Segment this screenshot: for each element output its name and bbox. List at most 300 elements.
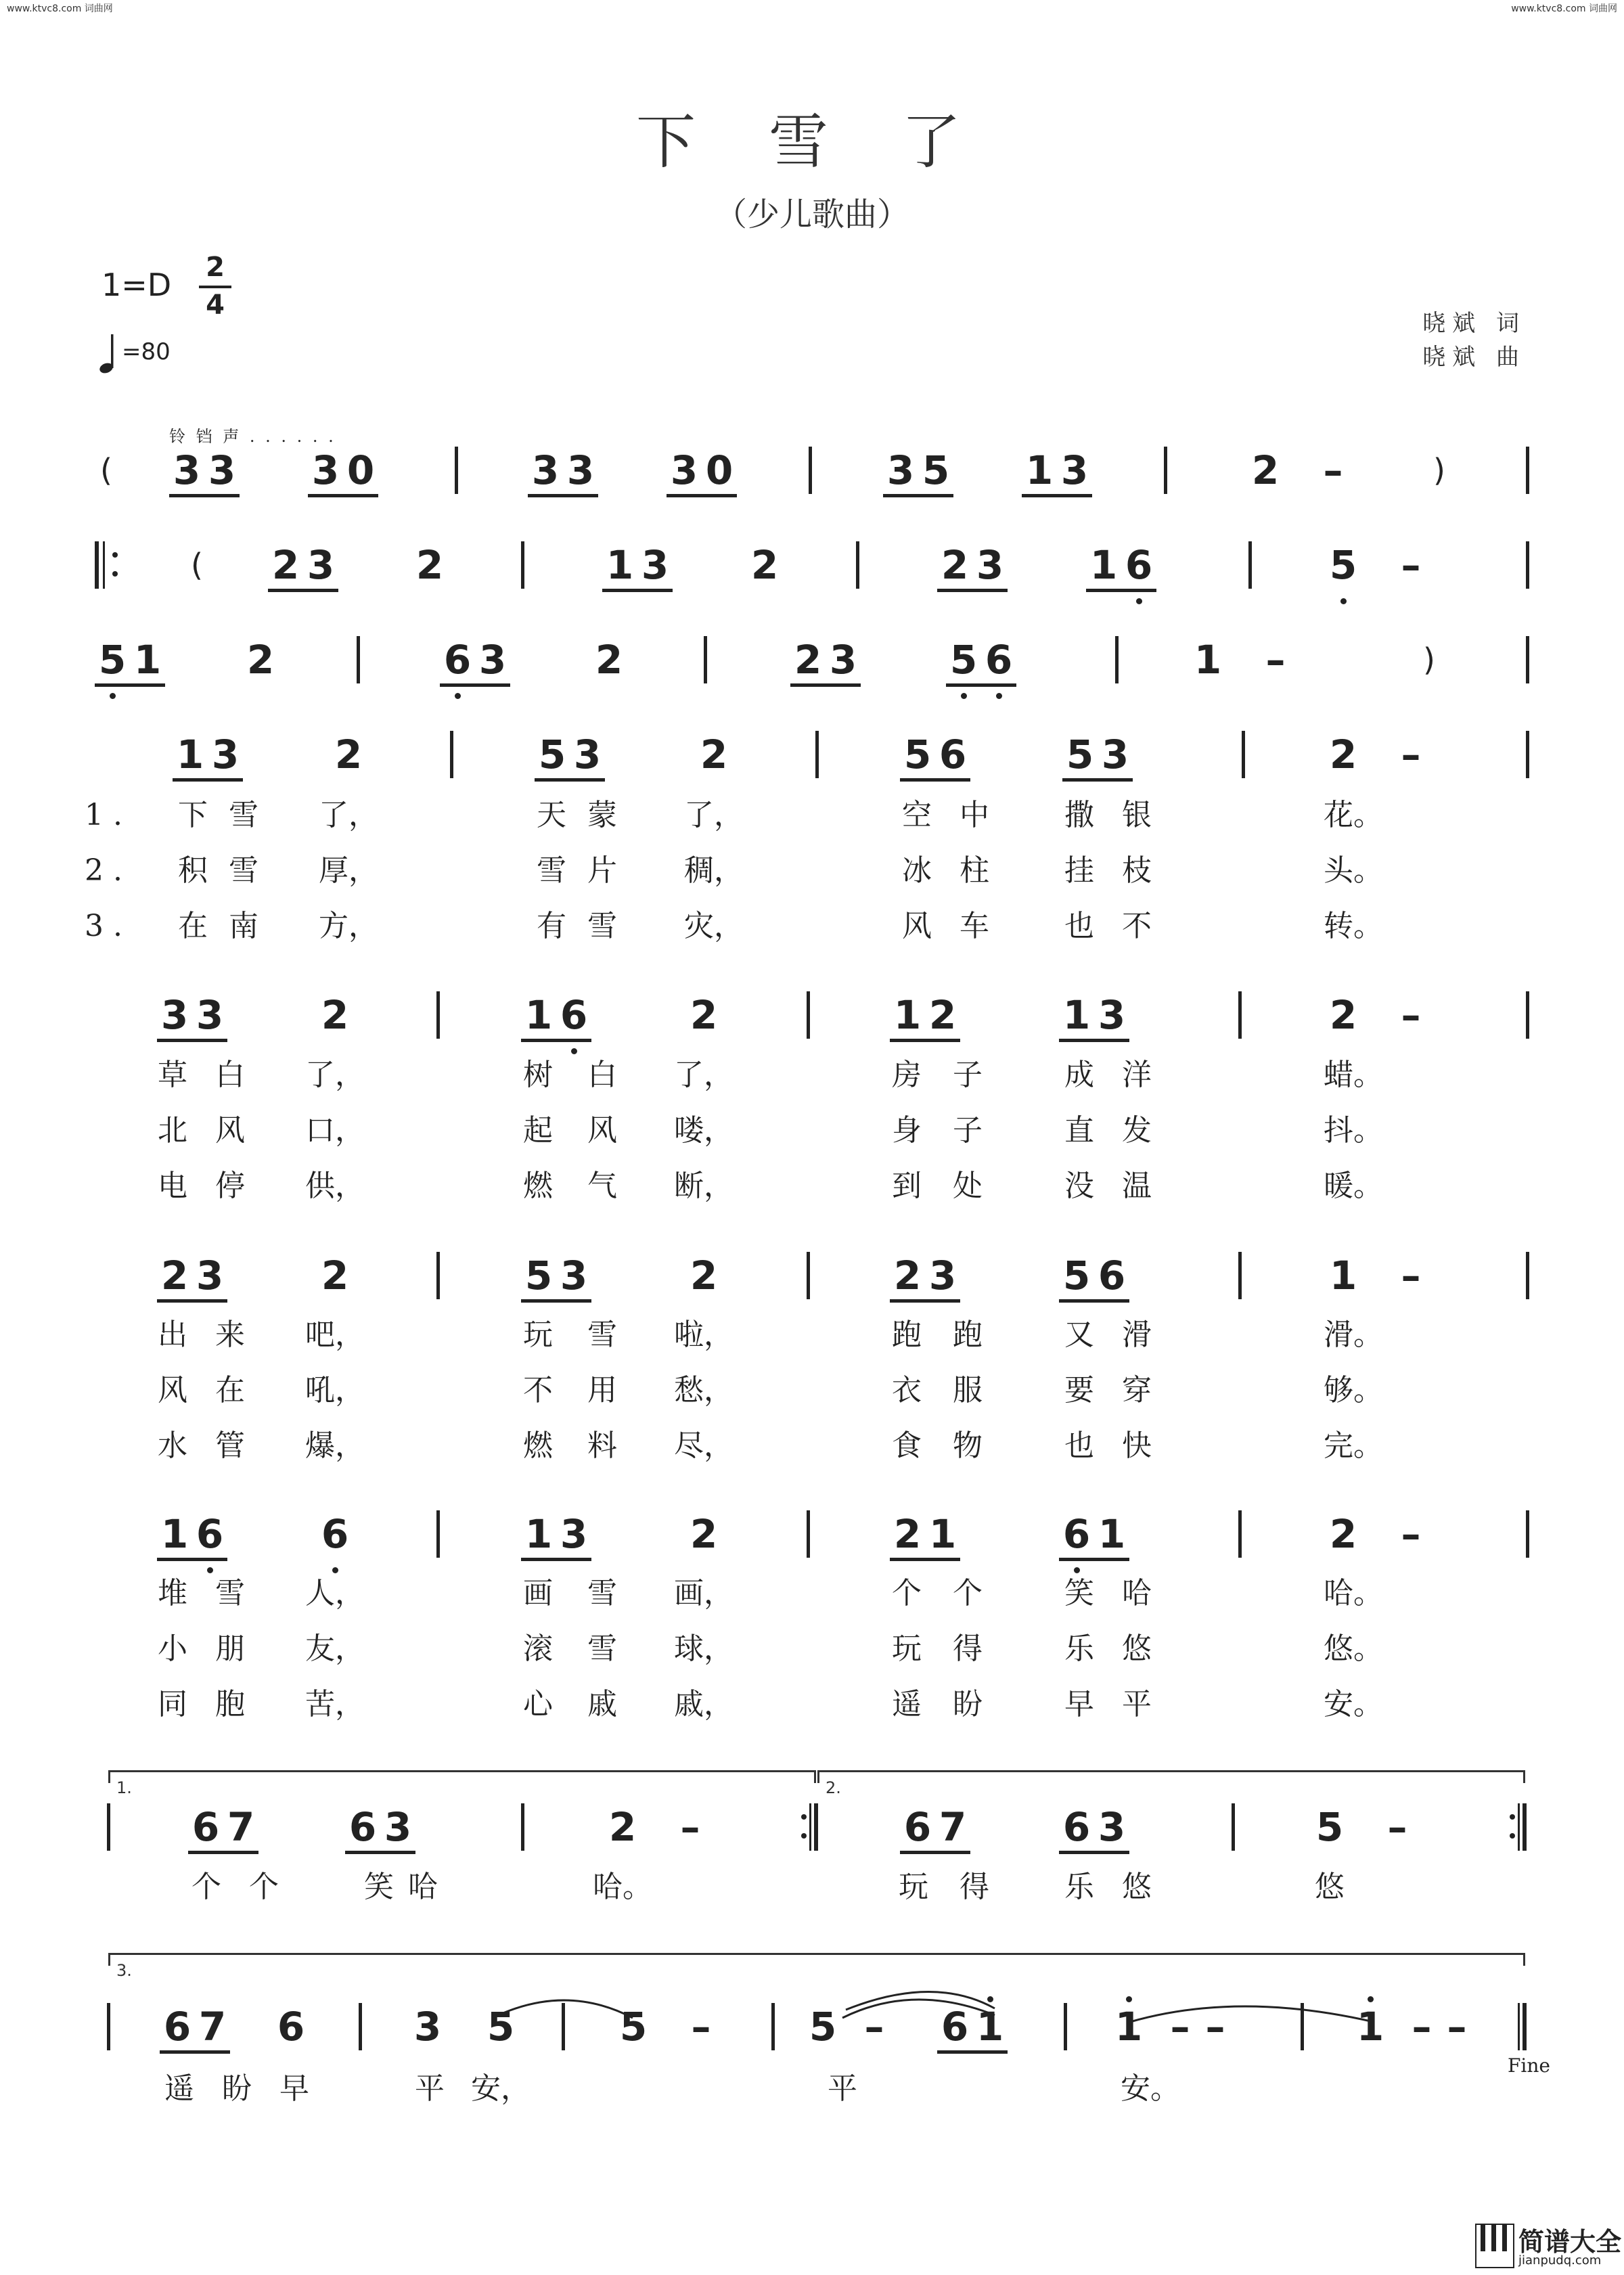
beam-underline: [521, 1039, 591, 1042]
lyric-syllable: 雪: [215, 1576, 245, 1610]
lyric-syllable: 了，: [674, 1058, 734, 1092]
lyric-syllable: 管: [215, 1428, 245, 1463]
score-note: 6: [1121, 541, 1156, 589]
lyric-syllable: 画，: [674, 1576, 734, 1610]
score-note: 2: [690, 992, 718, 1038]
ending-label-1: 1.: [116, 1778, 132, 1797]
score-note: 1: [1025, 447, 1054, 493]
note-group: [95, 636, 165, 717]
note-group: [440, 636, 510, 717]
lyric-syllable: 又: [1064, 1317, 1094, 1352]
score-note: 2: [750, 542, 779, 588]
note-group: [790, 636, 861, 717]
score-note: 5: [95, 636, 130, 683]
bar-line: [809, 1803, 811, 1851]
lyric-syllable: 蒙: [587, 798, 617, 832]
lyric-syllable: 得: [953, 1631, 983, 1666]
ending-bracket-3: [108, 1953, 1525, 1966]
beam-underline: [157, 1039, 227, 1042]
beam-underline: [157, 1558, 227, 1561]
score-note: 7: [939, 1804, 967, 1850]
beam-underline: [937, 2050, 1008, 2054]
lyric-syllable: 戚，: [674, 1687, 734, 1721]
lyric-syllable: 个: [892, 1576, 922, 1610]
score-note: 6: [301, 1510, 369, 1558]
score-note: 2: [271, 542, 300, 588]
lyric-syllable: 画: [523, 1576, 553, 1610]
lyric-syllable: 物: [953, 1428, 983, 1463]
score-note: –: [1447, 2004, 1467, 2050]
lyric-syllable: 稠，: [684, 853, 744, 888]
header-site-left: www.ktvc8.com 词曲网: [7, 3, 113, 14]
lyric-syllable: 遥: [164, 2071, 194, 2106]
beam-underline: [883, 494, 953, 497]
lyric-syllable: 笑: [1064, 1576, 1094, 1610]
beam-underline: [1086, 589, 1156, 592]
beam-underline: [667, 494, 737, 497]
bar-line: [1518, 2003, 1520, 2050]
octave-dot: [332, 1567, 338, 1573]
beam-underline: [521, 1299, 591, 1303]
score-note: 2: [1329, 992, 1357, 1038]
score-note: –: [864, 2004, 884, 2050]
lyric-syllable: 空: [902, 798, 932, 832]
score-note: 3: [307, 542, 335, 588]
lyric-syllable: 在: [215, 1373, 245, 1407]
lyric-syllable: 跑: [953, 1317, 983, 1352]
score-note: –: [1401, 992, 1421, 1038]
lyric-syllable: 不: [523, 1373, 553, 1407]
score-note: 7: [227, 1804, 255, 1850]
lyric-syllable: 口，: [305, 1113, 365, 1148]
score-note: 2: [595, 637, 623, 683]
beam-underline: [937, 589, 1008, 592]
score-note: 2: [1251, 447, 1280, 493]
note-group: [1022, 447, 1092, 528]
lyric-syllable: 积: [178, 853, 208, 888]
bar-line: [521, 1803, 524, 1851]
score-note: 3: [829, 637, 857, 683]
lyric-syllable: 人，: [305, 1576, 365, 1610]
lyric-syllable: 哈: [1122, 1576, 1152, 1610]
bar-line: [1115, 636, 1119, 683]
bar-line: [359, 2003, 362, 2050]
lyric-syllable: 平: [1122, 1687, 1152, 1721]
score-note: 2: [690, 1511, 718, 1557]
beam-underline: [188, 1851, 258, 1854]
bar-line: [1526, 991, 1529, 1039]
octave-dot: [571, 1048, 577, 1054]
bar-line: [1301, 2003, 1304, 2050]
lyric-syllable: 风: [158, 1373, 187, 1407]
lyric-syllable: 堆: [158, 1576, 187, 1610]
lyric-syllable: 出: [158, 1317, 187, 1352]
note-group: [169, 447, 240, 528]
lyric-syllable: 雪: [587, 1317, 617, 1352]
beam-underline: [95, 683, 165, 687]
score-note: 3: [566, 447, 595, 493]
lyric-syllable: 车: [960, 909, 989, 943]
score-note: 3: [641, 542, 669, 588]
beam-underline: [1022, 494, 1092, 497]
bar-line: [807, 991, 810, 1039]
score-note: 2: [690, 1253, 718, 1299]
lyric-syllable: 食: [892, 1428, 922, 1463]
score-note: 3: [560, 1511, 588, 1557]
score-note: 6: [556, 991, 591, 1039]
score-note: 6: [163, 2004, 191, 2050]
score-note: 7: [198, 2004, 227, 2050]
bar-line: [107, 2003, 110, 2050]
lyric-syllable: 也: [1064, 1428, 1094, 1463]
beam-underline: [890, 1299, 960, 1303]
score-note: 6: [348, 1804, 377, 1850]
lyric-syllable: 天: [537, 798, 566, 832]
bar-line: [1526, 541, 1529, 589]
octave-dot: [1136, 598, 1142, 604]
lyric-syllable: 尽，: [674, 1428, 734, 1463]
octave-dot: [996, 693, 1002, 699]
bar-line: [807, 1252, 810, 1299]
site-logo: [1475, 2221, 1622, 2271]
composer-credit: 晓斌 曲: [1422, 344, 1526, 371]
lyric-syllable: 胞: [215, 1687, 245, 1721]
lyric-syllable: 抖。: [1324, 1113, 1383, 1148]
lyric-syllable: 快: [1122, 1428, 1152, 1463]
lyric-syllable: 中: [960, 798, 989, 832]
lyric-syllable: 暖。: [1324, 1169, 1383, 1203]
beam-underline: [900, 778, 970, 782]
lyric-syllable: 风: [902, 909, 932, 943]
lyric-syllable: 雪: [229, 798, 258, 832]
score-note: 3: [311, 447, 340, 493]
bar-line: [455, 447, 458, 494]
lyric-syllable: 洋: [1122, 1058, 1152, 1092]
lyric-syllable: 戚: [587, 1687, 617, 1721]
beam-underline: [1059, 1851, 1129, 1854]
lyric-syllable: 水: [158, 1428, 187, 1463]
lyric-syllable: 发: [1122, 1113, 1152, 1148]
lyric-syllable: 身: [892, 1113, 922, 1148]
score-note: 2: [928, 992, 957, 1038]
lyric-syllable: 心: [523, 1687, 553, 1721]
bar-line: [807, 1510, 810, 1558]
lyric-syllable: 安，: [471, 2071, 531, 2106]
lyric-syllable: 盼: [953, 1687, 983, 1721]
lyric-syllable: 气: [587, 1169, 617, 1203]
beam-underline: [169, 494, 240, 497]
lyric-syllable: 直: [1064, 1113, 1094, 1148]
lyric-syllable: 断，: [674, 1169, 734, 1203]
bar-line: [814, 1803, 818, 1851]
score-note: 3: [196, 1253, 224, 1299]
lyric-syllable: 南: [229, 909, 258, 943]
score-note: 1: [1095, 2003, 1163, 2050]
octave-dot: [1340, 598, 1347, 604]
lyric-syllable: 悠: [1315, 1870, 1345, 1904]
beam-underline: [1059, 1558, 1129, 1561]
score-note: 2: [794, 637, 822, 683]
piano-keys-icon: [1475, 2224, 1514, 2268]
lyric-syllable: 花。: [1324, 798, 1383, 832]
score-note: 2: [893, 1253, 922, 1299]
score-note: –: [1401, 731, 1421, 778]
lyric-syllable: 悠: [1122, 1870, 1152, 1904]
note-group: [1309, 541, 1445, 623]
lyric-syllable: 玩: [523, 1317, 553, 1352]
ending-label-3: 3.: [116, 1961, 132, 1980]
note-group: [883, 447, 953, 528]
lyric-syllable: 不: [1122, 909, 1152, 943]
bar-line: [1522, 2003, 1527, 2050]
score-note: 5: [1062, 1253, 1091, 1299]
score-note: 2: [334, 731, 363, 778]
score-note: 5: [946, 636, 981, 683]
score-note: 3: [384, 1804, 412, 1850]
repeat-paren: (: [191, 547, 203, 583]
score-note: –: [1401, 1511, 1421, 1557]
score-note: 1: [1329, 1253, 1357, 1299]
score-note: 2: [321, 992, 349, 1038]
bar-line: [1526, 731, 1529, 778]
score-note: 3: [173, 447, 201, 493]
score-note: –: [1323, 447, 1343, 493]
lyric-syllable: 雪: [229, 853, 258, 888]
bar-line: [1164, 447, 1167, 494]
lyric-syllable: 撒: [1064, 798, 1094, 832]
score-note: –: [1170, 2004, 1190, 2050]
lyric-syllable: 有: [537, 909, 566, 943]
beam-underline: [1059, 1299, 1129, 1303]
lyric-syllable: 柱: [960, 853, 989, 888]
score-note: 6: [1098, 1253, 1126, 1299]
lyric-syllable: 滑。: [1324, 1317, 1383, 1352]
lyric-syllable: 喽，: [674, 1113, 734, 1148]
score-note: 6: [1059, 1510, 1094, 1558]
lyric-syllable: 雪: [587, 1631, 617, 1666]
lyric-syllable: 挂: [1064, 853, 1094, 888]
repeat-paren: ): [1433, 452, 1445, 489]
score-note: –: [1401, 542, 1421, 588]
score-note: 5: [487, 2004, 515, 2050]
lyric-syllable: 来: [215, 1317, 245, 1352]
score-note: 6: [277, 2004, 305, 2050]
bar-line: [1248, 541, 1252, 589]
score-note: 6: [191, 1804, 220, 1850]
header-site-right: www.ktvc8.com 词曲网: [1511, 3, 1617, 14]
lyric-syllable: 滑: [1122, 1317, 1152, 1352]
lyric-syllable: 了，: [684, 798, 744, 832]
score-note: 1: [1194, 637, 1222, 683]
beam-underline: [173, 778, 243, 782]
lyric-syllable: 安。: [1121, 2071, 1180, 2106]
beam-underline: [308, 494, 378, 497]
note-group: [600, 2003, 735, 2084]
lyric-syllable: 同: [158, 1687, 187, 1721]
lyric-syllable: 成: [1064, 1058, 1094, 1092]
lyric-syllable: 个: [953, 1576, 983, 1610]
beam-underline: [602, 589, 673, 592]
beam-underline: [528, 494, 598, 497]
score-note: 5: [1315, 1804, 1344, 1850]
note-group: [575, 636, 643, 717]
lyric-syllable: 啦，: [674, 1317, 734, 1352]
lyric-syllable: 悠。: [1324, 1631, 1383, 1666]
note-group: [308, 447, 378, 528]
bar-line: [107, 1803, 110, 1851]
lyric-syllable: 温: [1122, 1169, 1152, 1203]
octave-dot: [1126, 1996, 1132, 2002]
bar-line: [771, 2003, 775, 2050]
bar-line: [1526, 447, 1529, 494]
lyric-syllable: 吧，: [305, 1317, 365, 1352]
score-note: 6: [192, 1510, 227, 1558]
octave-dot: [987, 1996, 993, 2002]
score-note: 3: [1060, 447, 1089, 493]
score-note: 5: [922, 447, 950, 493]
lyric-syllable: 料: [587, 1428, 617, 1463]
beam-underline: [440, 683, 510, 687]
lyric-syllable: 处: [953, 1169, 983, 1203]
score-note: 2: [246, 637, 275, 683]
score-note: 3: [928, 1253, 957, 1299]
lyric-syllable: 盼: [222, 2071, 252, 2106]
lyric-syllable: 安。: [1324, 1687, 1383, 1721]
ending-bracket-1: [108, 1770, 816, 1783]
lyric-syllable: 早: [1064, 1687, 1094, 1721]
score-note: 1: [176, 731, 204, 778]
score-note: –: [1265, 637, 1286, 683]
lyric-syllable: 子: [953, 1058, 983, 1092]
score-note: 2: [160, 1253, 189, 1299]
octave-dot: [1368, 1996, 1374, 2002]
time-sig-top: 2: [206, 252, 225, 283]
lyric-syllable: 下: [178, 798, 208, 832]
score-note: 2: [700, 731, 728, 778]
lyric-syllable: 转。: [1324, 909, 1383, 943]
lyric-syllable: 雪: [587, 909, 617, 943]
score-note: 6: [939, 731, 967, 778]
beam-underline: [900, 1851, 970, 1854]
score-note: 6: [1062, 1804, 1091, 1850]
score-note: 1: [928, 1511, 957, 1557]
lyric-syllable: 没: [1064, 1169, 1094, 1203]
lyric-syllable: 服: [953, 1373, 983, 1407]
score-note: –: [680, 1804, 700, 1850]
score-note: 3: [886, 447, 915, 493]
lyric-syllable: 白: [215, 1058, 245, 1092]
tempo-marking: =80: [122, 338, 171, 365]
score-note: 3: [211, 731, 240, 778]
note-group: [937, 2003, 1008, 2084]
lyric-syllable: 玩: [892, 1631, 922, 1666]
lyric-syllable: 得: [960, 1870, 989, 1904]
score-note: 5: [619, 2004, 648, 2050]
lyric-syllable: 跑: [892, 1317, 922, 1352]
lyric-syllable: 银: [1122, 798, 1152, 832]
octave-dot: [1074, 1567, 1080, 1573]
beam-underline: [1062, 778, 1133, 782]
score-note: 5: [524, 1253, 553, 1299]
score-note: 1: [133, 637, 162, 683]
score-note: –: [1401, 1253, 1421, 1299]
lyric-syllable: 到: [892, 1169, 922, 1203]
lyric-syllable: 雪: [537, 853, 566, 888]
score-note: 0: [705, 447, 734, 493]
beam-underline: [345, 1851, 415, 1854]
note-group: [937, 541, 1008, 623]
lyric-syllable: 电: [158, 1169, 187, 1203]
score-note: –: [691, 2004, 711, 2050]
beam-underline: [160, 2050, 230, 2054]
note-group: [667, 447, 737, 528]
score-note: 1: [524, 1511, 553, 1557]
score-note: 1: [1098, 1511, 1126, 1557]
lyric-syllable: 完。: [1324, 1428, 1383, 1463]
score-note: 3: [976, 542, 1004, 588]
score-note: 5: [538, 731, 566, 778]
lyric-syllable: 哈: [408, 1870, 438, 1904]
lyric-syllable: 遥: [892, 1687, 922, 1721]
lyric-syllable: 白: [587, 1058, 617, 1092]
quarter-note-icon: [99, 333, 119, 375]
beam-underline: [268, 589, 338, 592]
lyric-syllable: 燃: [523, 1169, 553, 1203]
logo-url: jianpudq.com: [1518, 2253, 1602, 2268]
lyric-syllable: 苦，: [305, 1687, 365, 1721]
beam-underline: [521, 1558, 591, 1561]
score-note: –: [1387, 1804, 1407, 1850]
lyric-syllable: 了，: [319, 798, 378, 832]
lyric-syllable: 冰: [902, 853, 932, 888]
lyric-syllable: 玩: [899, 1870, 928, 1904]
lyric-syllable: 乐: [1064, 1870, 1094, 1904]
lyric-syllable: 个: [191, 1870, 221, 1904]
octave-dot: [455, 693, 461, 699]
score-note: 3: [573, 731, 602, 778]
bar-line: [450, 731, 453, 778]
bar-line: [436, 1252, 440, 1299]
lyric-syllable: 友，: [305, 1631, 365, 1666]
lyricist-credit: 晓斌 词: [1422, 310, 1526, 337]
bar-line: [1242, 731, 1245, 778]
lyric-syllable: 枝: [1122, 853, 1152, 888]
score-note: 1: [1336, 2003, 1404, 2050]
score-note: 5: [809, 2004, 837, 2050]
lyric-syllable: 草: [158, 1058, 187, 1092]
note-group: [528, 447, 598, 528]
score-note: 3: [413, 2004, 442, 2050]
lyric-syllable: 房: [892, 1058, 922, 1092]
ending-bracket-2: [817, 1770, 1525, 1783]
score-note: 3: [531, 447, 560, 493]
lyric-syllable: 片: [587, 853, 617, 888]
lyric-syllable: 平: [415, 2071, 445, 2106]
score-note: 2: [608, 1804, 637, 1850]
bar-line: [809, 447, 812, 494]
lyric-syllable: 悠: [1122, 1631, 1152, 1666]
lyric-syllable: 乐: [1064, 1631, 1094, 1666]
lyric-syllable: 在: [178, 909, 208, 943]
bar-line: [436, 1510, 440, 1558]
lyric-syllable: 子: [953, 1113, 983, 1148]
score-note: 5: [903, 731, 932, 778]
lyric-syllable: 平: [828, 2071, 857, 2106]
lyric-syllable: 风: [215, 1113, 245, 1148]
note-group: [1336, 2003, 1474, 2084]
open-paren: (: [100, 452, 112, 489]
song-subtitle: （少儿歌曲）: [714, 196, 909, 233]
